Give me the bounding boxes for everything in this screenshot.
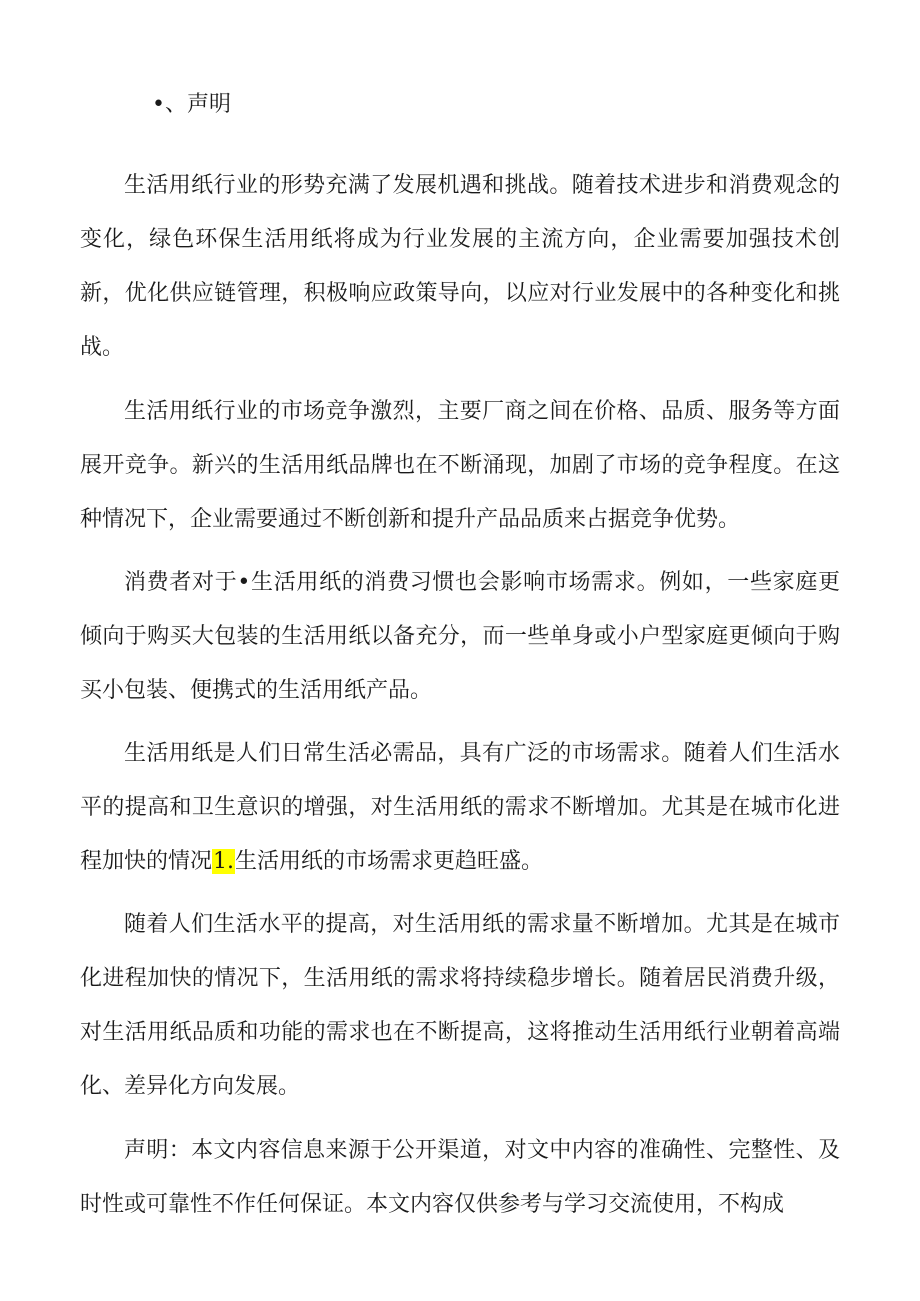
paragraph-demand-growth: 随着人们生活水平的提高，对生活用纸的需求量不断增加。尤其是在城市化进程加快的情况下，生活用纸的需求将持续稳步增长。随着居民消费升级，对生活用纸品质和功能的需求也在不断提高，这将推动生活用纸行业朝着高端化、差异化方向发展。	[80, 912, 840, 1099]
paragraph-text-before: 生活用纸是人们日常生活必需品，具有广泛的市场需求。随着人们生活水平的提高和卫生意识的增强，对生活用纸的需求不断增加。尤其是在城市化进程加快的情况	[80, 741, 840, 874]
section-heading: •、声明	[152, 92, 231, 117]
paragraph-industry-outlook: 生活用纸行业的形势充满了发展机遇和挑战。随着技术进步和消费观念的变化，绿色环保生活用纸将成为行业发展的主流方向，企业需要加强技术创新，优化供应链管理，积极响应政策导向，以应对行业发展中的各种变化和挑战。	[80, 173, 840, 360]
highlighted-marker: 1.	[213, 849, 235, 874]
paragraph-disclaimer: 声明：本文内容信息来源于公开渠道，对文中内容的准确性、完整性、及时性或可靠性不作任何保证。本文内容仅供参考与学习交流使用，不构成	[80, 1138, 840, 1217]
paragraph-consumer-habits: 消费者对于•生活用纸的消费习惯也会影响市场需求。例如，一些家庭更倾向于购买大包装的生活用纸以备充分，而一些单身或小户型家庭更倾向于购买小包装、便携式的生活用纸产品。	[80, 570, 840, 703]
paragraph-market-competition: 生活用纸行业的市场竞争激烈，主要厂商之间在价格、品质、服务等方面展开竞争。新兴的生活用纸品牌也在不断涌现，加剧了市场的竞争程度。在这种情况下，企业需要通过不断创新和提升产品品质来占据竞争优势。	[80, 399, 840, 532]
paragraph-text-after: 生活用纸的市场需求更趋旺盛。	[235, 849, 544, 874]
paragraph-market-demand	[80, 727, 840, 889]
